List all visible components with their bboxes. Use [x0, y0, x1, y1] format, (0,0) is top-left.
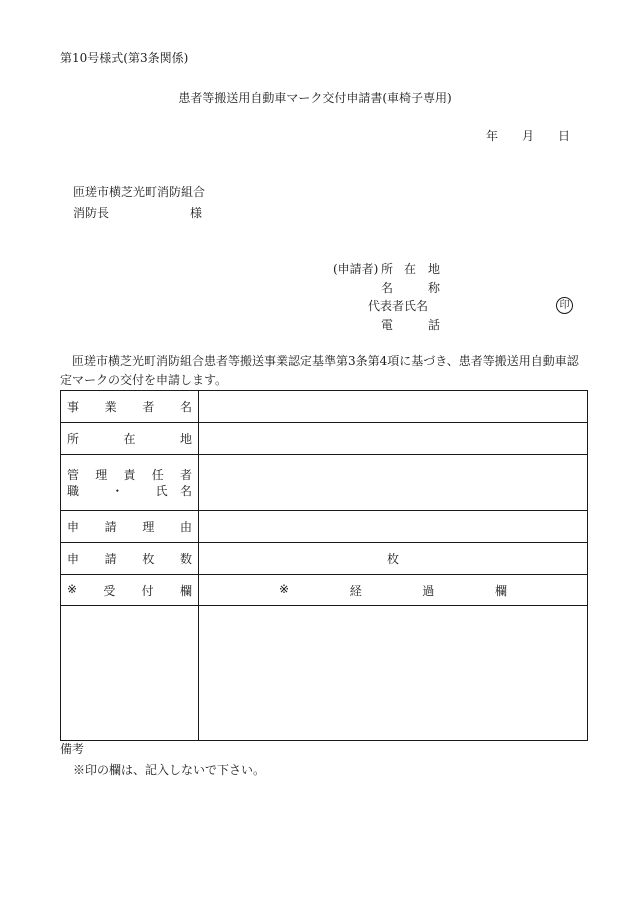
phone-label-1: 電: [381, 318, 394, 332]
date-month: 月: [522, 129, 535, 143]
address-label-2: 在: [404, 262, 417, 276]
table-row: [61, 455, 588, 511]
date-year: 年: [486, 129, 499, 143]
applicant-prefix: (申請者): [333, 262, 379, 276]
address-label-1: 所: [381, 262, 394, 276]
phone-label-2: 話: [428, 318, 441, 332]
addressee-position: 消防長: [73, 206, 110, 220]
count-label: 申 請 枚 数: [61, 543, 199, 575]
notes-heading: 備考: [60, 742, 85, 756]
name-label-1: 名: [381, 281, 394, 295]
name-label-2: 称: [428, 281, 441, 295]
page-title: 患者等搬送用自動車マーク交付申請書(車椅子専用): [178, 91, 452, 105]
manager-field[interactable]: [199, 455, 588, 511]
table-row: [61, 511, 588, 543]
date-day: 日: [558, 129, 571, 143]
location-label: 所 在 地: [61, 423, 199, 455]
representative-label: 代表者氏名: [368, 299, 429, 313]
address-label-3: 地: [428, 262, 441, 276]
business-operator-label: 事 業 者 名: [61, 391, 199, 423]
application-statement: 匝瑳市横芝光町消防組合患者等搬送事業認定基準第3条第4項に基づき、患者等搬送用自動車認定マークの交付を申請します。: [60, 354, 579, 387]
form-number: 第10号様式(第3条関係): [60, 51, 189, 65]
table-row: [61, 575, 588, 606]
count-unit: 枚: [386, 552, 399, 566]
count-field[interactable]: [199, 543, 588, 575]
manager-label: 管 理 責 任 者 職 ・ 氏 名: [61, 455, 199, 511]
progress-header: ※ 経 過 欄: [199, 575, 588, 606]
location-field[interactable]: [199, 423, 588, 455]
table-row: [61, 423, 588, 455]
reception-field[interactable]: [61, 606, 199, 741]
table-row: [61, 391, 588, 423]
application-table: [60, 390, 588, 741]
reason-label: 申 請 理 由: [61, 511, 199, 543]
business-operator-field[interactable]: [199, 391, 588, 423]
addressee-org: 匝瑳市横芝光町消防組合: [73, 185, 206, 199]
seal-mark: 印: [556, 297, 573, 314]
table-row: [61, 543, 588, 575]
addressee-honorific: 様: [190, 206, 203, 220]
table-row: [61, 606, 588, 741]
progress-field[interactable]: [199, 606, 588, 741]
notes-text: ※印の欄は、記入しないで下さい。: [73, 763, 266, 777]
reception-header: ※ 受 付 欄: [61, 575, 199, 606]
reason-field[interactable]: [199, 511, 588, 543]
